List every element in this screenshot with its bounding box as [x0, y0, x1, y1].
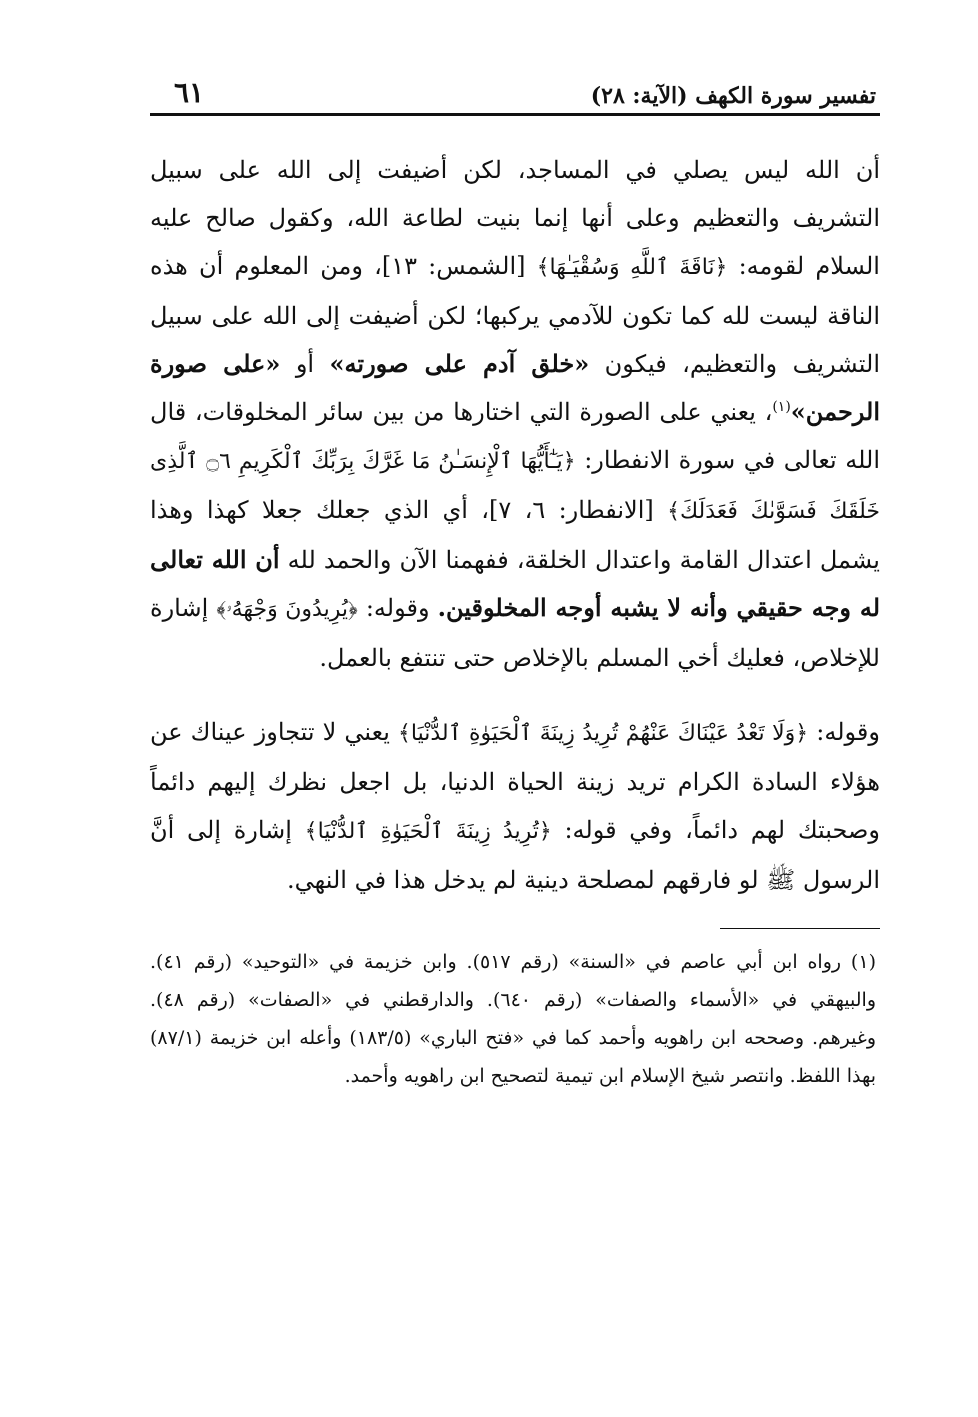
text-segment: وقوله: — [808, 718, 880, 746]
page-header — [150, 64, 880, 116]
quran-verse: ﴿يُرِيدُونَ وَجْهَهُۥ﴾ — [216, 597, 358, 622]
footnote-reference[interactable]: (١) — [772, 399, 791, 415]
text-segment: أن الله ليس يصلي في المساجد، لكن أضيفت إلى الله على سبيل التشريف والتعظيم وعلى أنها إنما بنيت لطاعة الله، وكقول صالح عليه السلام لقومه: — [150, 156, 880, 280]
footnote-divider — [720, 928, 880, 929]
text-segment: [الانفطار: ٦، ٧]، أي الذي جعلك جعلا كهذا وهذا يشمل اعتدال القامة واعتدال الخلقة، ففهمنا الآن والحمد لله — [150, 496, 880, 574]
text-segment: ، يعني على الصورة التي اختارها من بين سائر المخلوقات، قال الله تعالى في سورة الانفطار: — [150, 398, 881, 474]
quran-verse: ﴿وَلَا تَعْدُ عَيْنَاكَ عَنْهُمْ تُرِيدُ زِينَةَ ٱلْحَيَوٰةِ ٱلدُّنْيَا﴾ — [398, 721, 809, 746]
page-number: ٦١ — [174, 76, 205, 109]
quran-verse: ﴿تُرِيدُ زِينَةَ ٱلْحَيَوٰةِ ٱلدُّنْيَا﴾ — [304, 819, 552, 844]
running-title: تفسير سورة الكهف (الآية: ٢٨) — [590, 83, 876, 109]
text-segment: وقوله: — [357, 594, 438, 622]
text-segment: يعني لا تتجاوز عيناك عن هؤلاء السادة الكرام تريد زينة الحياة الدنيا، بل اجعل نظرك إليهم دائماً وصحبتك لهم دائماً، وفي قوله: — [150, 718, 880, 844]
paragraph — [150, 708, 880, 904]
main-text — [150, 146, 880, 904]
paragraph — [150, 146, 880, 682]
quran-verse: ﴿نَاقَةَ ٱللَّهِ وَسُقْيَـٰهَا﴾ — [536, 255, 728, 280]
hadith-quote: «على صورة الرحمن» — [150, 349, 880, 426]
text-segment: [الشمس: ١٣]، ومن المعلوم أن هذه الناقة ليست لله كما تكون للآدمي يركبها؛ لكن أضيفت إلى الله على سبيل التشريف والتعظيم، فيكون — [150, 252, 880, 378]
hadith-quote: «خلق آدم على صورته» — [329, 349, 590, 378]
text-segment: إشارة إلى أنَّ الرسول ﷺ لو فارقهم لمصلحة دينية لم يدخل هذا في النهي. — [150, 816, 880, 894]
text-segment: أو — [280, 350, 330, 378]
quran-verse: ﴿يَـٰٓأَيُّهَا ٱلْإِنسَـٰنُ مَا غَرَّكَ بِرَبِّكَ ٱلْكَرِيمِ ۝٦ ٱلَّذِى خَلَقَكَ فَسَوَّىٰكَ فَعَدَلَكَ﴾ — [150, 449, 880, 524]
footnotes — [150, 943, 880, 1095]
emphasized-statement: أن الله تعالى له وجه حقيقي وأنه لا يشبه أوجه المخلوقين. — [150, 545, 881, 622]
footnote-1: (١) رواه ابن أبي عاصم في «السنة» (رقم ٥١٧). وابن خزيمة في «التوحيد» (رقم ٤١). والبيهقي في «الأسماء والصفات» (رقم ٦٤٠). والدارقطني في «الصفات» (رقم ٤٨). وغيرهم. وصححه ابن راهويه وأحمد كما في «فتح الباري» (١٨٣/٥) وأعله ابن خزيمة (٨٧/١) بهذا اللفظ. وانتصر شيخ الإسلام ابن تيمية لتصحيح ابن راهويه وأحمد. — [150, 951, 876, 1087]
book-page — [150, 64, 880, 1095]
text-segment: إشارة للإخلاص، فعليك أخي المسلم بالإخلاص حتى تنتفع بالعمل. — [150, 594, 880, 672]
